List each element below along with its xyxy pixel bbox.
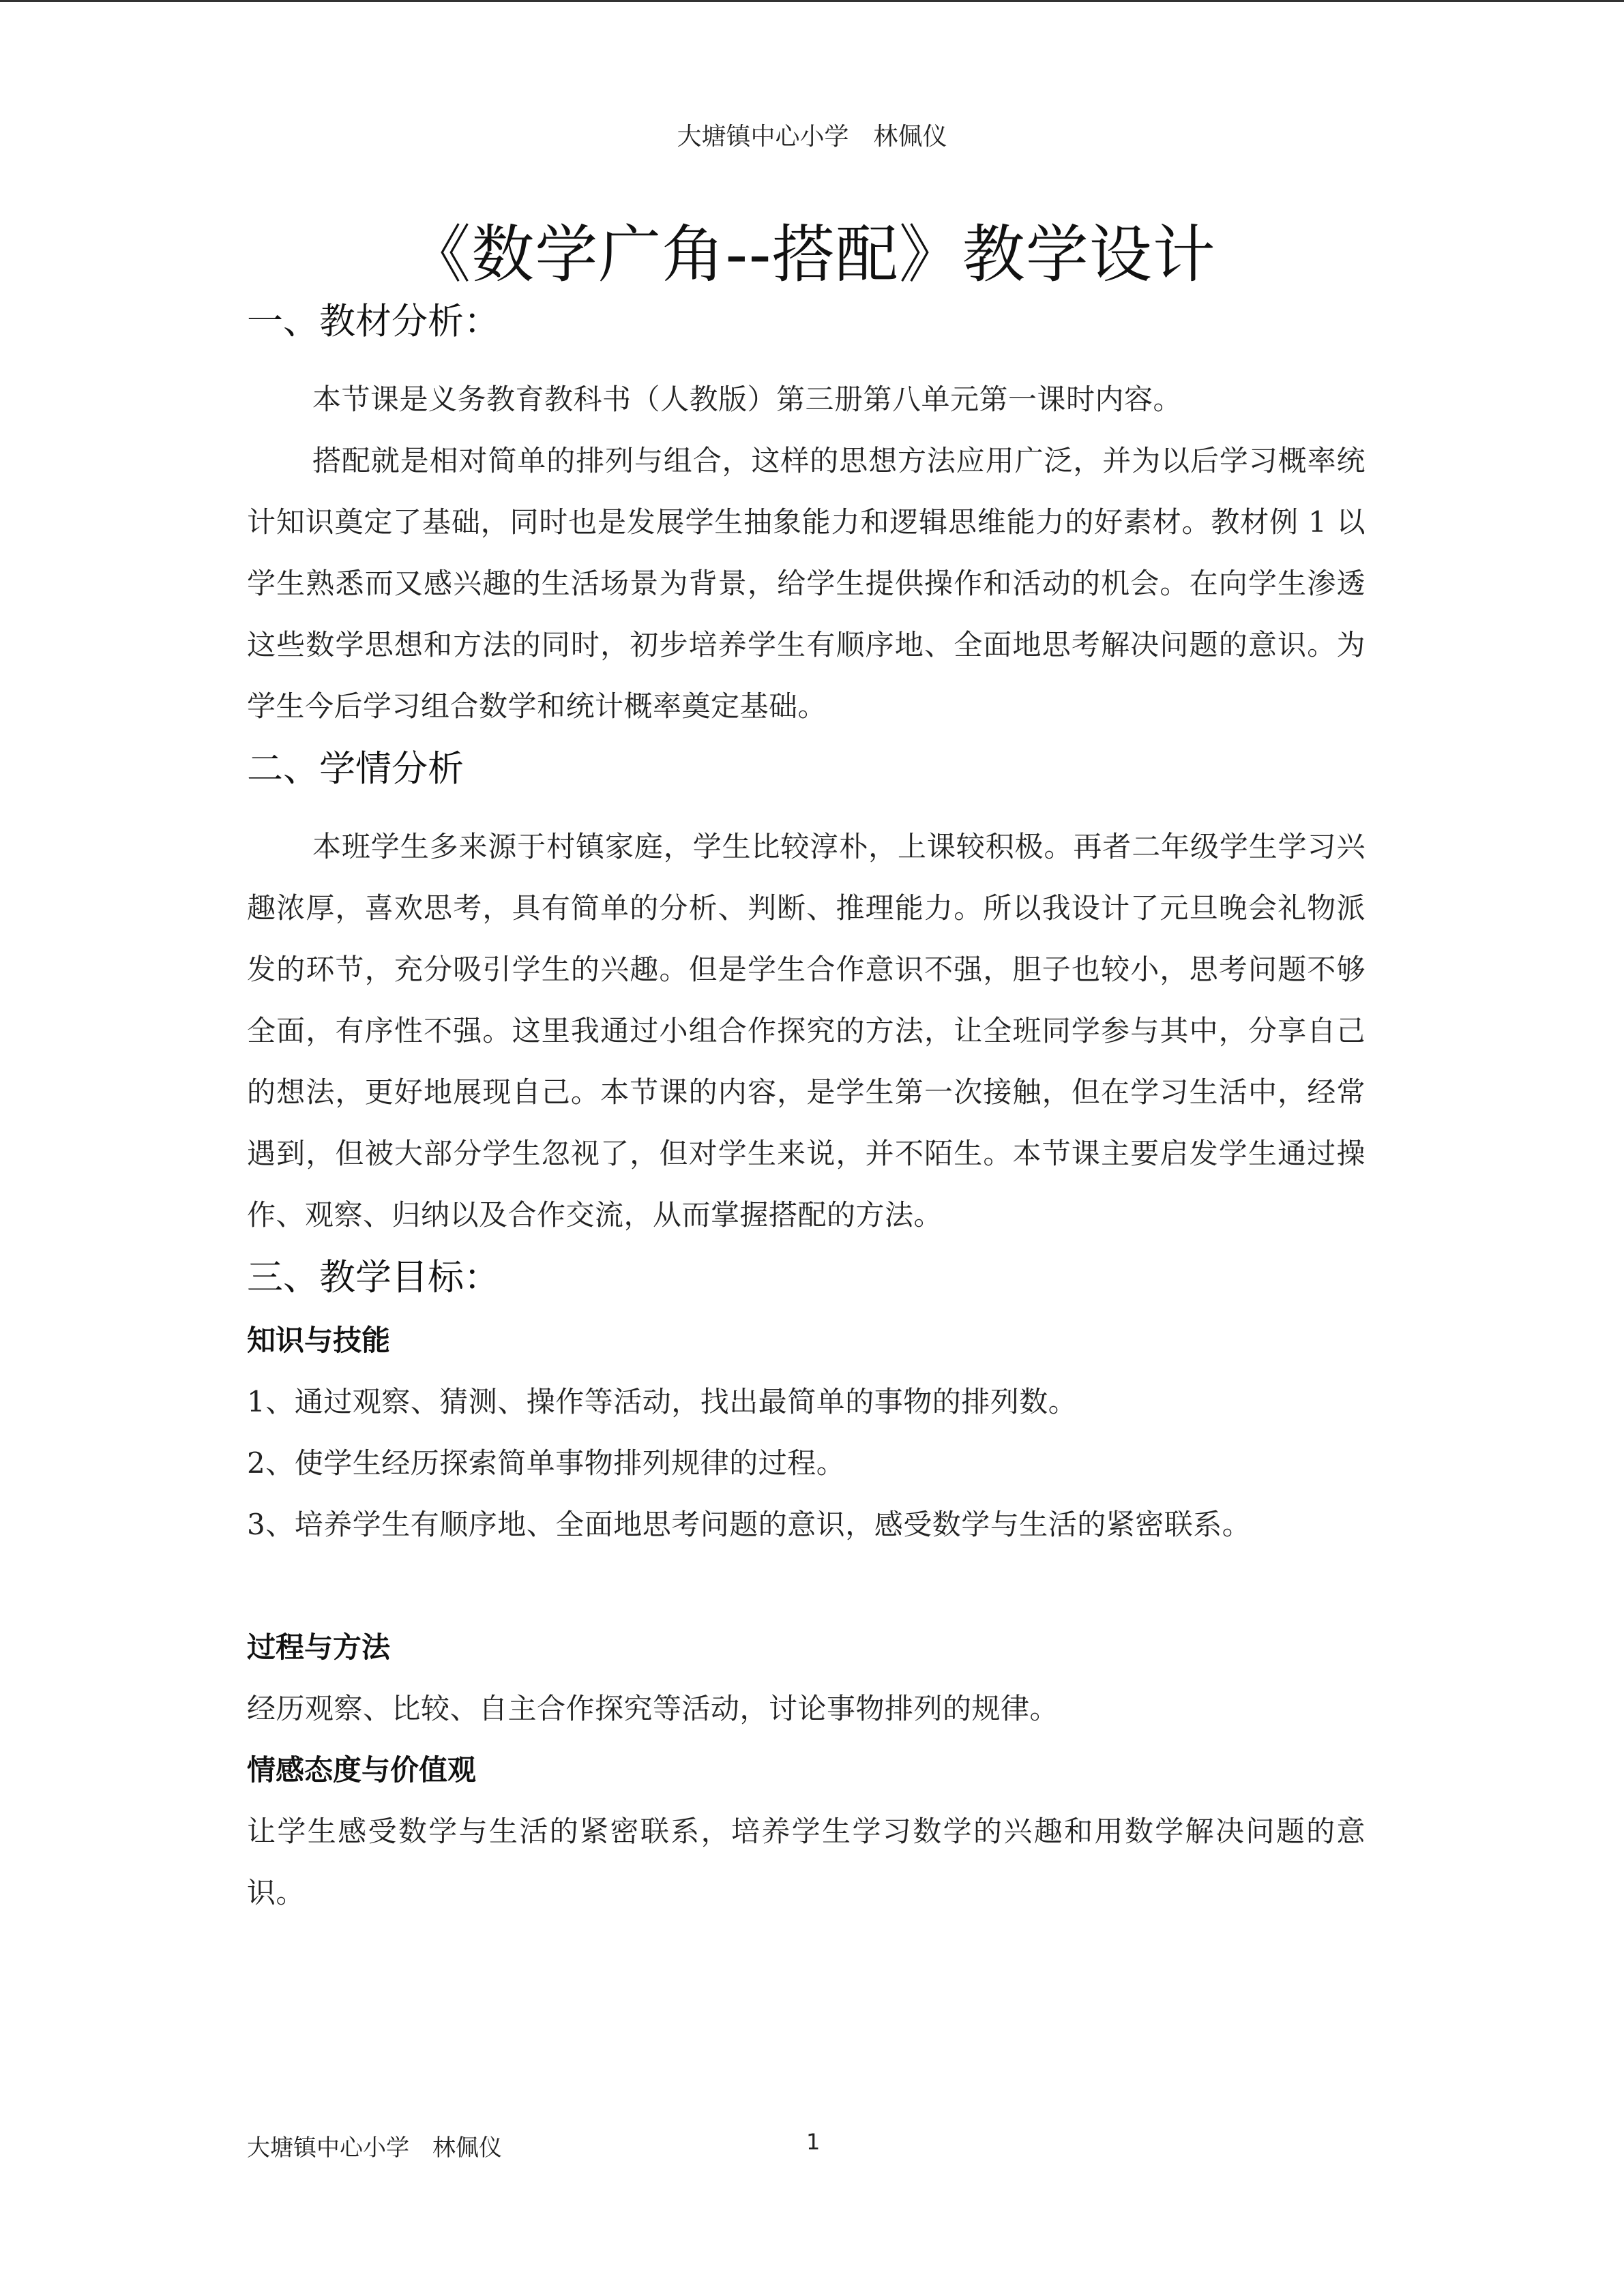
subheading-knowledge-skills: 知识与技能 [247,1324,391,1357]
spacer [247,354,1365,369]
paragraph: 本节课是义务教育教科书（人教版）第三册第八单元第一课时内容。 [312,383,1183,416]
goal-item: 2、使学生经历探索简单事物排列规律的过程。 [247,1446,846,1480]
page-top-border [0,0,1624,2]
goal-item: 3、培养学生有顺序地、全面地思考问题的意识，感受数学与生活的紧密联系。 [247,1508,1252,1541]
section-heading-student-analysis: 二、学情分析 [247,748,464,790]
subheading-emotion-values: 情感态度与价值观 [247,1753,477,1787]
section-heading-textbook-analysis: 一、教材分析： [247,301,500,342]
paragraph: 让学生感受数学与生活的紧密联系，培养学生学习数学的兴趣和用数学解决问题的意识。 [247,1815,1365,1909]
paragraph: 本班学生多来源于村镇家庭，学生比较淳朴，上课较积极。再者二年级学生学习兴趣浓厚，喜欢思考，具有简单的分析、判断、推理能力。所以我设计了元旦晚会礼物派发的环节，充分吸引学生的兴趣。但是学生合作意识不强，胆子也较小，思考问题不够全面，有序性不强。这里我通过小组合作探究的方法，让全班同学参与其中，分享自己的想法，更好地展现自己。本节课的内容，是学生第一次接触，但在学习生活中，经常遇到，但被大部分学生忽视了，但对学生来说，并不陌生。本节课主要启发学生通过操作、观察、归纳以及合作交流，从而掌握搭配的方法。 [247,830,1365,1232]
page-header: 大塘镇中心小学 林佩仪 [677,123,947,151]
spacer [247,801,1365,816]
goal-item: 1、通过观察、猜测、操作等活动，找出最简单的事物的排列数。 [247,1385,1078,1418]
blank-line [247,1555,1365,1617]
page-number: 1 [806,2129,821,2155]
page-footer [247,2129,1365,2163]
paragraph: 经历观察、比较、自主合作探究等活动，讨论事物排列的规律。 [247,1692,1059,1725]
section-heading-teaching-goals: 三、教学目标： [247,1257,500,1298]
subheading-process-methods: 过程与方法 [247,1630,391,1664]
document-body [247,290,1365,1924]
document-title: 《数学广角--搭配》教学设计 [408,218,1216,291]
paragraph: 搭配就是相对简单的排列与组合，这样的思想方法应用广泛，并为以后学习概率统计知识奠定了基础，同时也是发展学生抽象能力和逻辑思维能力的好素材。教材例 1 以学生熟悉而又感兴趣的生活场景为背景，给学生提供操作和活动的机会。在向学生渗透这些数学思想和方法的同时，初步培养学生有顺序地、全面地思考解决问题的意识。为学生今后学习组合数学和统计概率奠定基础。 [247,444,1365,723]
footer-author: 大塘镇中心小学 林佩仪 [247,2134,502,2162]
